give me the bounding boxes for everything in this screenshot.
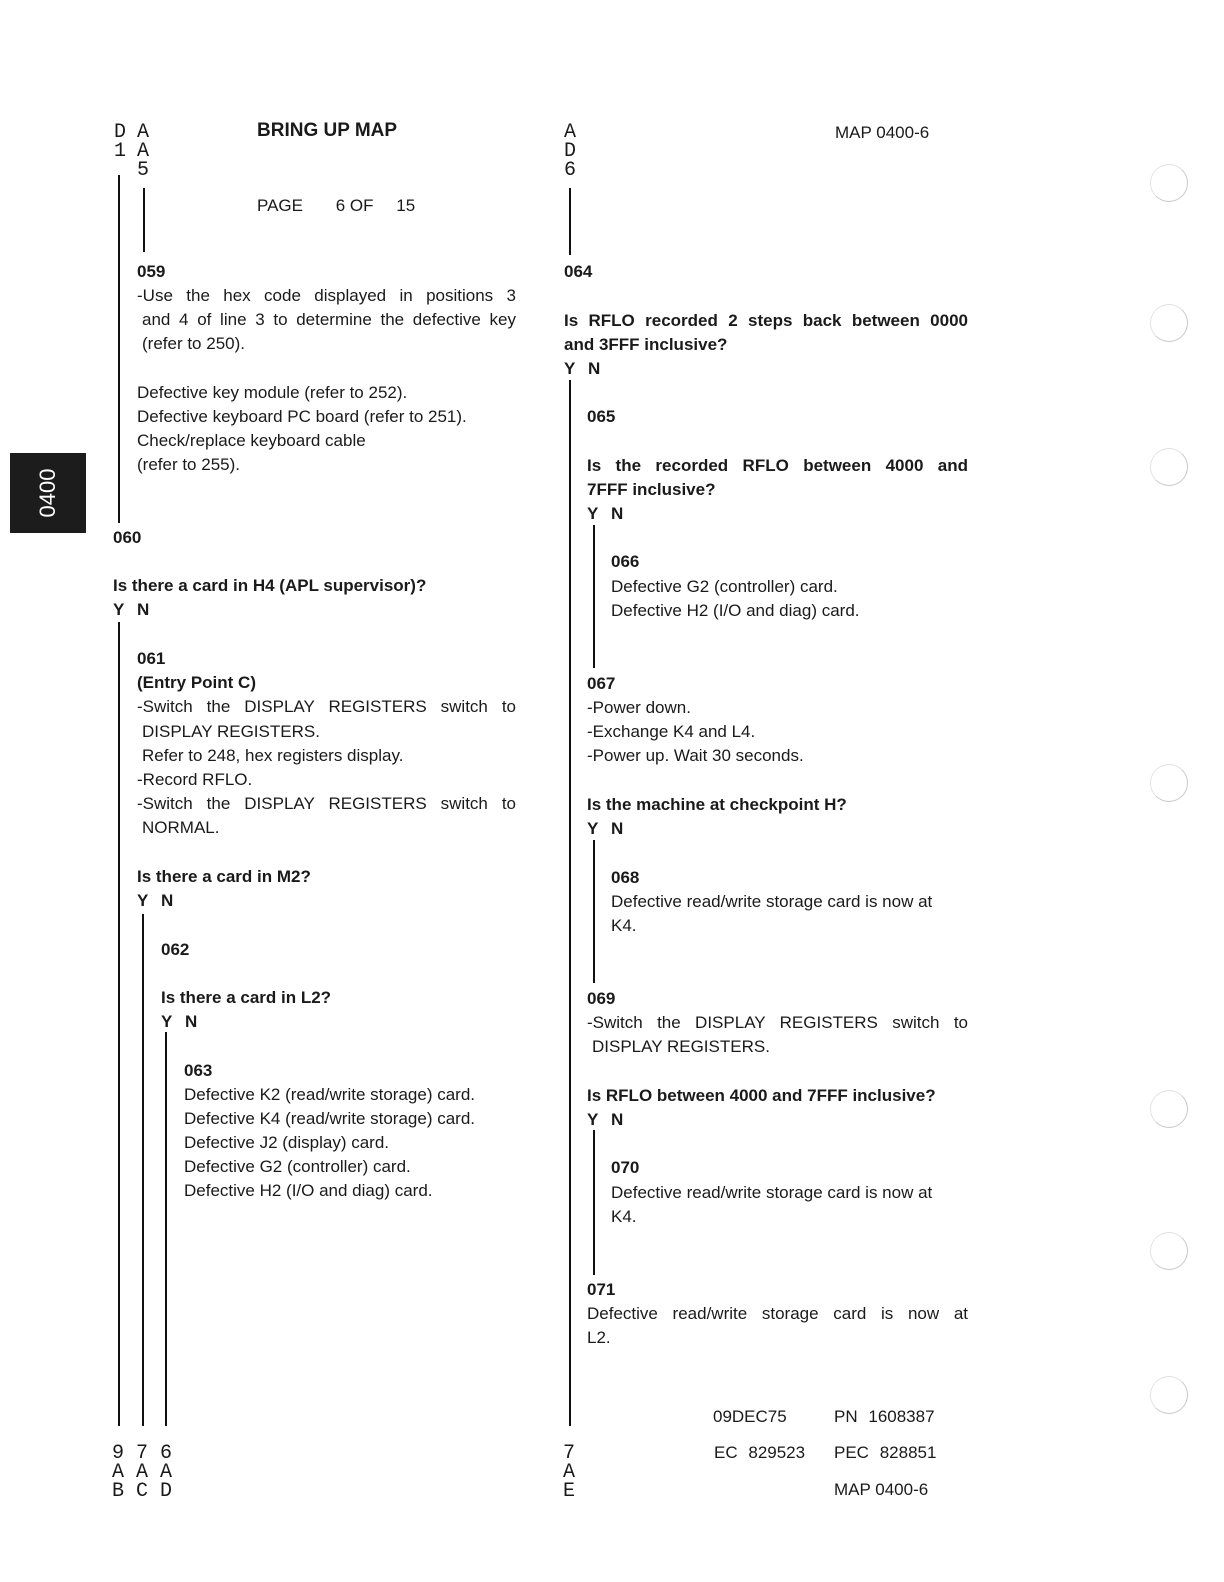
step-059-text: (refer to 255). bbox=[137, 455, 240, 474]
step-number-067: 067 bbox=[587, 674, 616, 693]
connector-top-d1: D 1 bbox=[113, 121, 126, 163]
footer-pec: PEC 828851 bbox=[834, 1443, 937, 1462]
step-number-066: 066 bbox=[611, 552, 640, 571]
connector-top-ad6: A D 6 bbox=[563, 121, 576, 182]
flow-line bbox=[569, 188, 571, 255]
step-069-text: -Switch the DISPLAY REGISTERS switch to bbox=[587, 1013, 968, 1032]
page-total: 15 bbox=[396, 196, 416, 215]
step-number-069: 069 bbox=[587, 989, 616, 1008]
flow-line bbox=[593, 840, 595, 983]
step-062-question: Is there a card in L2? bbox=[161, 988, 332, 1007]
step-060-question: Is there a card in H4 (APL supervisor)? bbox=[113, 576, 427, 595]
step-070-text: K4. bbox=[611, 1207, 637, 1226]
yes-label: Y bbox=[137, 891, 149, 910]
step-063-text: Defective K2 (read/write storage) card. bbox=[184, 1085, 476, 1104]
no-label: N bbox=[611, 1110, 624, 1129]
step-number-070: 070 bbox=[611, 1158, 640, 1177]
page-number: 6 bbox=[335, 196, 346, 215]
page-label: PAGE bbox=[257, 196, 303, 215]
section-tab: 0400 bbox=[10, 453, 86, 533]
binder-hole bbox=[1150, 1232, 1188, 1270]
step-number-063: 063 bbox=[184, 1061, 213, 1080]
flow-line bbox=[593, 525, 595, 668]
no-label: N bbox=[185, 1012, 198, 1031]
binder-hole bbox=[1150, 164, 1188, 202]
entry-point-label: (Entry Point C) bbox=[137, 673, 256, 692]
footer-pn: PN 1608387 bbox=[834, 1407, 935, 1426]
yes-label: Y bbox=[587, 1110, 599, 1129]
page-of: OF bbox=[349, 196, 374, 215]
step-064-question: Is RFLO recorded 2 steps back between 0000 bbox=[564, 311, 968, 330]
map-id-header: MAP 0400-6 bbox=[835, 123, 930, 142]
flow-line bbox=[143, 188, 145, 252]
yes-label: Y bbox=[161, 1012, 173, 1031]
step-067-text: -Power down. bbox=[587, 698, 691, 717]
step-066-text: Defective G2 (controller) card. bbox=[611, 577, 838, 596]
flow-line bbox=[118, 622, 120, 1426]
binder-hole bbox=[1150, 764, 1188, 802]
no-label: N bbox=[137, 600, 150, 619]
no-label: N bbox=[611, 504, 624, 523]
step-061-question: Is there a card in M2? bbox=[137, 867, 311, 886]
connector-bottom-7ac: 7 A C bbox=[135, 1442, 148, 1503]
binder-hole bbox=[1150, 304, 1188, 342]
binder-hole bbox=[1150, 1090, 1188, 1128]
step-059-text: Defective keyboard PC board (refer to 251). bbox=[137, 407, 467, 426]
step-059-text: (refer to 250). bbox=[142, 334, 245, 353]
step-065-question: 7FFF inclusive? bbox=[587, 480, 716, 499]
footer-ec: EC 829523 bbox=[714, 1443, 806, 1462]
step-063-text: Defective J2 (display) card. bbox=[184, 1133, 390, 1152]
no-label: N bbox=[611, 819, 624, 838]
flow-line bbox=[593, 1130, 595, 1275]
step-061-text: -Record RFLO. bbox=[137, 770, 253, 789]
yes-label: Y bbox=[587, 819, 599, 838]
step-059-text: Check/replace keyboard cable bbox=[137, 431, 366, 450]
step-063-text: Defective H2 (I/O and diag) card. bbox=[184, 1181, 433, 1200]
no-label: N bbox=[588, 359, 601, 378]
no-label: N bbox=[161, 891, 174, 910]
step-061-text: DISPLAY REGISTERS. bbox=[142, 722, 320, 741]
page-title: BRING UP MAP bbox=[257, 120, 398, 141]
step-061-text: -Switch the DISPLAY REGISTERS switch to bbox=[137, 794, 516, 813]
yes-label: Y bbox=[564, 359, 576, 378]
step-069-text: DISPLAY REGISTERS. bbox=[592, 1037, 770, 1056]
flow-line bbox=[165, 1032, 167, 1426]
step-063-text: Defective K4 (read/write storage) card. bbox=[184, 1109, 476, 1128]
footer-map-id: MAP 0400-6 bbox=[834, 1480, 929, 1499]
page-indicator bbox=[257, 194, 415, 218]
step-number-061: 061 bbox=[137, 649, 166, 668]
step-070-text: Defective read/write storage card is now at bbox=[611, 1183, 933, 1202]
step-065-question: Is the recorded RFLO between 4000 and bbox=[587, 456, 968, 475]
step-064-question: and 3FFF inclusive? bbox=[564, 335, 728, 354]
step-number-068: 068 bbox=[611, 868, 640, 887]
flow-line bbox=[118, 175, 120, 523]
step-number-060: 060 bbox=[113, 528, 142, 547]
connector-top-aa5: A A 5 bbox=[136, 121, 149, 182]
step-071-text: Defective read/write storage card is now at bbox=[587, 1304, 968, 1323]
step-067-text: -Power up. Wait 30 seconds. bbox=[587, 746, 804, 765]
connector-bottom-6ad: 6 A D bbox=[159, 1442, 172, 1503]
yes-label: Y bbox=[113, 600, 125, 619]
connector-bottom-9ab: 9 A B bbox=[111, 1442, 124, 1503]
step-number-071: 071 bbox=[587, 1280, 616, 1299]
connector-bottom-7ae: 7 A E bbox=[562, 1442, 575, 1503]
step-059-text: Defective key module (refer to 252). bbox=[137, 383, 408, 402]
step-061-text: -Switch the DISPLAY REGISTERS switch to bbox=[137, 697, 516, 716]
step-067-question: Is the machine at checkpoint H? bbox=[587, 795, 847, 814]
step-069-question: Is RFLO between 4000 and 7FFF inclusive? bbox=[587, 1086, 936, 1105]
step-number-062: 062 bbox=[161, 940, 190, 959]
step-number-065: 065 bbox=[587, 407, 616, 426]
step-059-text: -Use the hex code displayed in positions 3 bbox=[137, 286, 516, 305]
step-059-text: and 4 of line 3 to determine the defective key bbox=[142, 310, 516, 329]
flow-line bbox=[569, 380, 571, 1426]
step-number-059: 059 bbox=[137, 262, 166, 281]
binder-hole bbox=[1150, 448, 1188, 486]
yes-label: Y bbox=[587, 504, 599, 523]
step-067-text: -Exchange K4 and L4. bbox=[587, 722, 756, 741]
binder-hole bbox=[1150, 1376, 1188, 1414]
flow-line bbox=[142, 914, 144, 1426]
step-number-064: 064 bbox=[564, 262, 593, 281]
footer-date: 09DEC75 bbox=[713, 1407, 787, 1426]
step-061-text: NORMAL. bbox=[142, 818, 220, 837]
step-061-text: Refer to 248, hex registers display. bbox=[142, 746, 404, 765]
step-071-text: L2. bbox=[587, 1328, 611, 1347]
step-066-text: Defective H2 (I/O and diag) card. bbox=[611, 601, 860, 620]
step-068-text: Defective read/write storage card is now at bbox=[611, 892, 933, 911]
step-063-text: Defective G2 (controller) card. bbox=[184, 1157, 411, 1176]
step-068-text: K4. bbox=[611, 916, 637, 935]
